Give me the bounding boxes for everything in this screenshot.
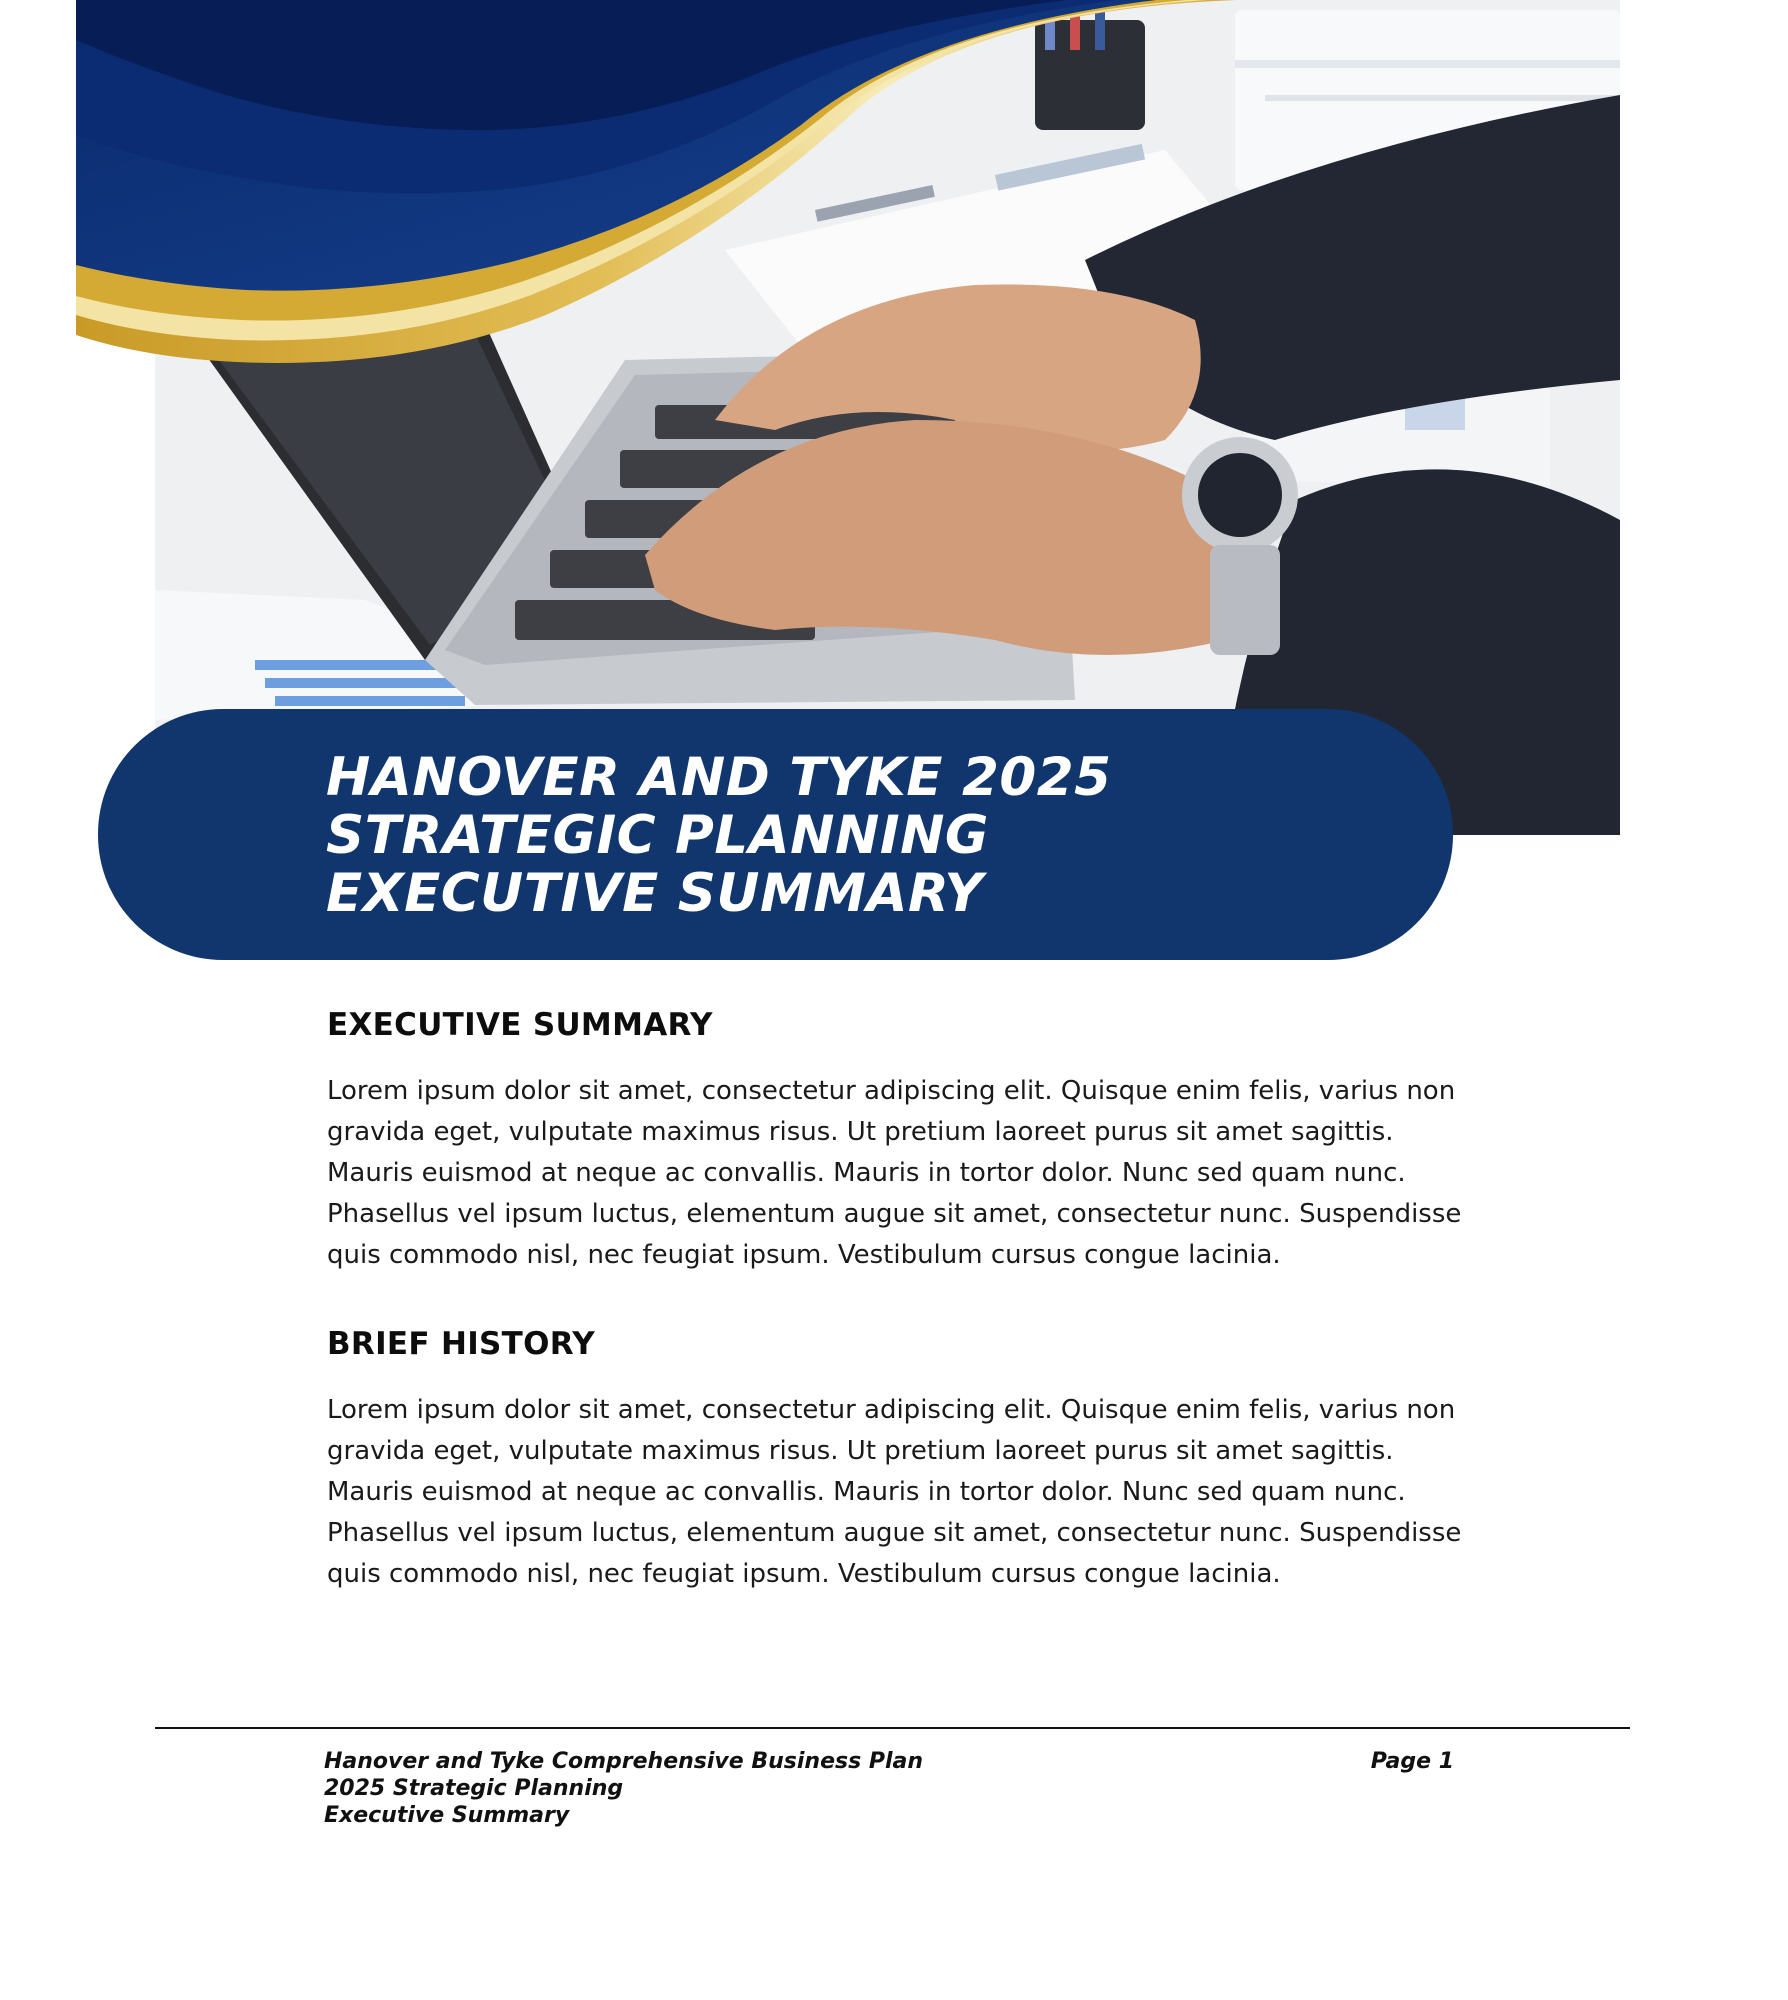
- document-title-line-1: HANOVER AND TYKE 2025: [326, 747, 1112, 808]
- footer-document-info: [324, 1748, 1124, 1829]
- footer-line: Executive Summary: [324, 1803, 570, 1828]
- page-number: Page 1: [1370, 1749, 1454, 1774]
- header-wave-decoration: [76, 0, 1236, 370]
- section-paragraph: Lorem ipsum dolor sit amet, consectetur adipiscing elit. Quisque enim felis, varius non gravida eget, vulputate maximus risus. Ut pretium laoreet purus sit amet sagittis. Mauris euismod at neque ac convallis. Mauris in tortor dolor. Nunc sed quam nunc. Phasellus vel ipsum luctus, elementum augue sit amet, consectetur nunc. Suspendisse quis commodo nisl, nec feugiat ipsum. Vestibulum cursus congue lacinia.: [327, 1395, 1462, 1589]
- section-heading: BRIEF HISTORY: [327, 1326, 596, 1362]
- section-brief-history: [327, 1324, 1477, 1595]
- document-title-line-2: STRATEGIC PLANNING: [326, 805, 989, 866]
- section-heading: EXECUTIVE SUMMARY: [327, 1007, 713, 1043]
- section-paragraph: Lorem ipsum dolor sit amet, consectetur adipiscing elit. Quisque enim felis, varius non gravida eget, vulputate maximus risus. Ut pretium laoreet purus sit amet sagittis. Mauris euismod at neque ac convallis. Mauris in tortor dolor. Nunc sed quam nunc. Phasellus vel ipsum luctus, elementum augue sit amet, consectetur nunc. Suspendisse quis commodo nisl, nec feugiat ipsum. Vestibulum cursus congue lacinia.: [327, 1076, 1462, 1270]
- section-executive-summary: [327, 1005, 1477, 1276]
- document-title-line-3: EXECUTIVE SUMMARY: [326, 863, 984, 924]
- title-banner: [98, 709, 1453, 960]
- document-content: [327, 1005, 1477, 1643]
- footer-line: 2025 Strategic Planning: [324, 1776, 624, 1801]
- footer-line: Hanover and Tyke Comprehensive Business Plan: [324, 1749, 924, 1774]
- footer-divider: [155, 1727, 1630, 1729]
